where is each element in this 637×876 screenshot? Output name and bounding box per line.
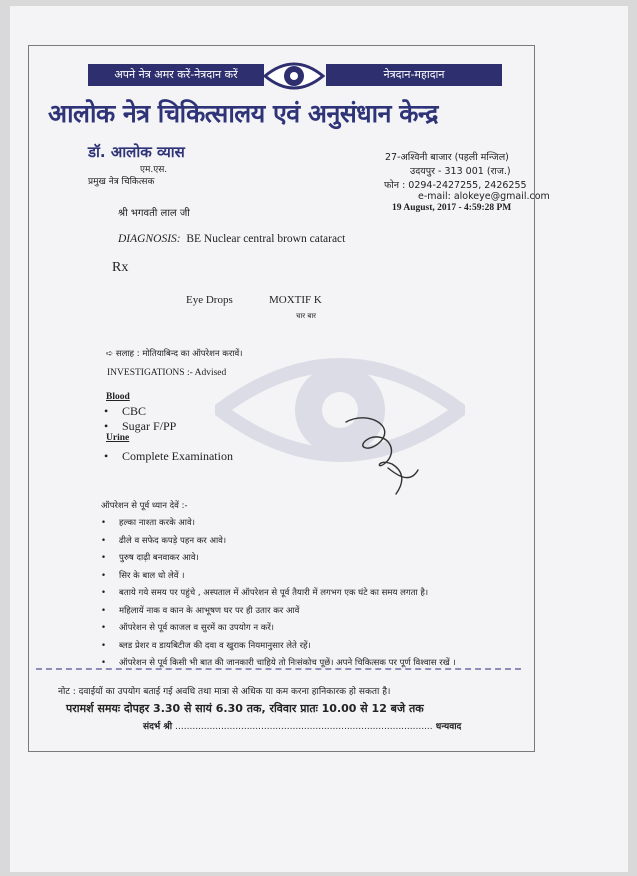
list-item: • सिर के बाल धो लेवें । (101, 568, 456, 586)
blood-label: Blood (106, 392, 130, 402)
footer-divider (36, 668, 521, 670)
list-item: • CBC (104, 404, 176, 419)
doctor-name: डॉ. आलोक व्यास (88, 143, 185, 161)
medication-frequency: चार बार (296, 312, 317, 320)
diagnosis-label: DIAGNOSIS: (118, 233, 181, 245)
email-address: e-mail: alokeye@gmail.com (418, 191, 550, 202)
doctor-degree: एम.एस. (140, 165, 168, 175)
list-item: • पुरुष दाढ़ी बनवाकर आवे। (101, 550, 456, 568)
list-item: • हल्का नाश्ता करके आवे। (101, 515, 456, 533)
urine-test-list (104, 449, 233, 464)
advice-text: ➪ सलाह : मोतियाबिन्द का ऑपरेशन करावें। (106, 349, 243, 359)
phone-number: फोन : 0294-2427255, 2426255 (384, 180, 527, 191)
banner-slogan: अपने नेत्र अमर करें-नेत्रदान करें (88, 64, 264, 86)
doctor-signature (318, 408, 430, 498)
address-line-2: उदयपुर - 313 001 (राज.) (410, 166, 511, 177)
investigations-heading: INVESTIGATIONS :- Advised (107, 368, 227, 378)
preop-instruction-list (101, 515, 456, 673)
list-item: • ऑपरेशन से पूर्व काजल व सुरमें का उपयोग न करें। (101, 620, 456, 638)
blood-test-list (104, 404, 176, 434)
list-item: • बताये गये समय पर पहुंचे , अस्पताल में ऑपरेशन से पूर्व तैयारी में लगभग एक घंटे का समय लगता है। (101, 585, 456, 603)
medication-name: MOXTIF K (269, 294, 322, 306)
clinic-name: आलोक नेत्र चिकित्सालय एवं अनुसंधान केन्द्र (48, 99, 438, 128)
banner-eye-donation: नेत्रदान-महादान (326, 64, 502, 86)
medication-form: Eye Drops (186, 294, 233, 306)
diagnosis-line (118, 233, 345, 245)
address-line-1: 27-अश्विनी बाजार (पहली मन्जिल) (385, 152, 509, 163)
doctor-title: प्रमुख नेत्र चिकित्सक (88, 177, 155, 187)
referrer-blank: .......................................................................................... (175, 722, 433, 732)
list-item: • ब्लड प्रेशर व डायबिटीज की दवा व खुराक नियमानुसार लेते रहें। (101, 638, 456, 656)
list-item: • महिलायें नाक व कान के आभूषण घर पर ही उतार कर आवें (101, 603, 456, 621)
list-item: • ऑपरेशन से पूर्व किसी भी बात की जानकारी चाहिये तो निःसंकोच पूछें। अपने चिकित्सक पर पूर्ण विश्वास रखें । (101, 655, 456, 673)
preop-heading: ऑपरेशन से पूर्व ध्यान देवें :- (101, 501, 188, 511)
list-item: • Complete Examination (104, 449, 233, 464)
eye-logo-icon (263, 58, 325, 94)
urine-label: Urine (106, 433, 130, 443)
list-item: • ढीले व सफेद कपड़े पहन कर आवे। (101, 533, 456, 551)
patient-name: श्री भगवती लाल जी (118, 208, 190, 219)
referrer-label: संदर्भ श्री (143, 722, 173, 732)
footer-note: नोट : दवाईयों का उपयोग बताई गई अवधि तथा मात्रा से अधिक या कम करना हानिकारक हो सकता है। (58, 687, 391, 697)
referrer-line (143, 719, 461, 732)
rx-symbol: Rx (112, 260, 129, 275)
prescription-datetime: 19 August, 2017 - 4:59:28 PM (392, 203, 512, 213)
thanks-text: धन्यवाद (435, 722, 462, 732)
diagnosis-text: BE Nuclear central brown cataract (186, 233, 346, 245)
list-item: • Sugar F/PP (104, 419, 176, 434)
consultation-timing: परामर्श समयः दोपहर 3.30 से सायं 6.30 तक, रविवार प्रातः 10.00 से 12 बजे तक (66, 702, 424, 715)
